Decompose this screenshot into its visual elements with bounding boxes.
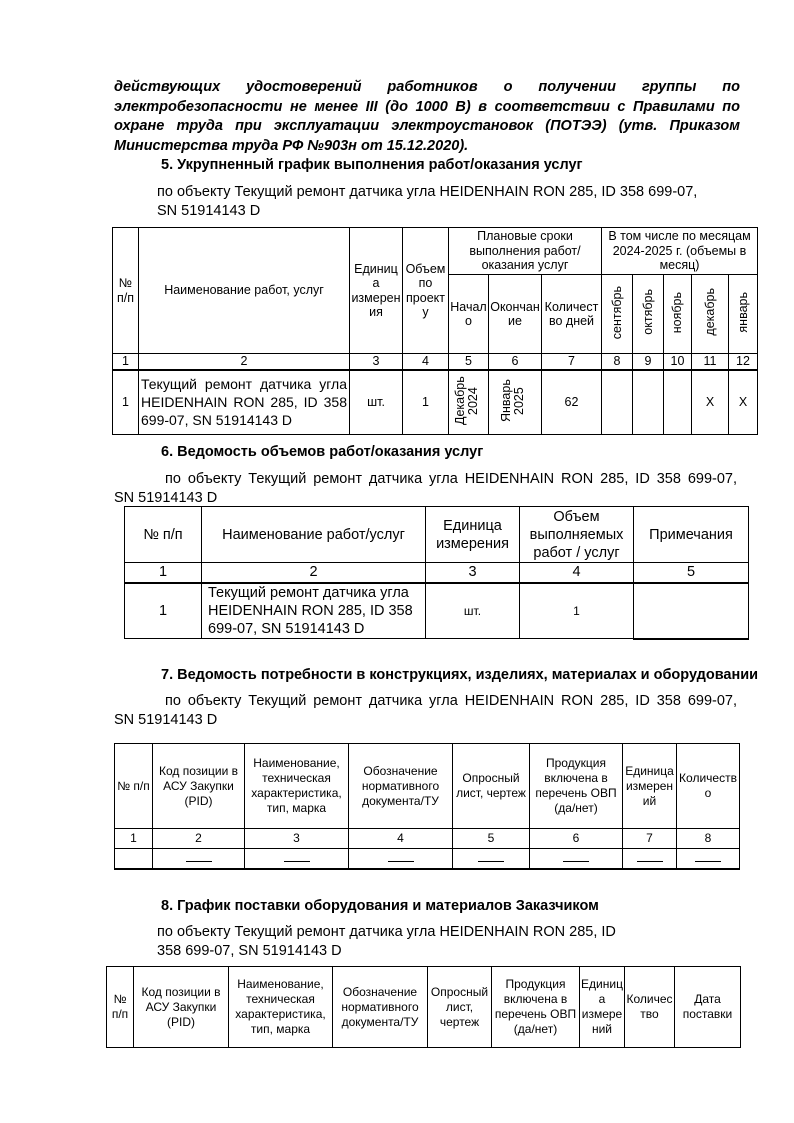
row-start: Декабрь 2024 <box>452 376 480 425</box>
col-number: 1 <box>115 829 153 849</box>
section-7-object-line-2: SN 51914143 D <box>114 712 218 728</box>
header-num: № п/п <box>113 228 139 354</box>
row-name: Текущий ремонт датчика угла HEIDENHAIN RON 285, ID 358 699-07, SN 51914143 D <box>202 583 426 639</box>
header-months-group: В том числе по месяцам 2024-2025 г. (объемы в месяц) <box>602 228 758 275</box>
col-number: 2 <box>139 354 350 370</box>
header-unit: Единица измерений <box>623 744 677 829</box>
col-number: 1 <box>125 563 202 583</box>
header-quantity: Количество <box>677 744 740 829</box>
row-month-4: X <box>692 370 729 435</box>
header-normative-doc: Обозначение нормативного документа/ТУ <box>333 967 428 1048</box>
column-number-row <box>113 354 758 370</box>
dash-mark <box>563 855 589 862</box>
col-number: 1 <box>113 354 139 370</box>
row-volume: 1 <box>403 370 449 435</box>
row-notes <box>634 583 749 639</box>
row-unit: шт. <box>426 583 520 639</box>
header-num: № п/п <box>115 744 153 829</box>
col-number: 4 <box>349 829 453 849</box>
row-month-5: X <box>729 370 758 435</box>
table-row <box>115 849 740 869</box>
col-number: 8 <box>677 829 740 849</box>
header-end: Окончание <box>489 275 542 354</box>
dash-mark <box>186 855 212 862</box>
col-number: 7 <box>623 829 677 849</box>
column-number-row <box>115 829 740 849</box>
col-number: 5 <box>449 354 489 370</box>
header-num: № п/п <box>107 967 134 1048</box>
delivery-schedule-table <box>106 966 741 1048</box>
header-start: Начало <box>449 275 489 354</box>
row-volume: 1 <box>520 583 634 639</box>
section-8-heading: 8. График поставки оборудования и материалов Заказчиком <box>161 898 599 914</box>
section-7-object-line-1: по объекту Текущий ремонт датчика угла HEIDENHAIN RON 285, ID 358 699-07, <box>165 693 737 709</box>
header-name: Наименование, техническая характеристика, тип, марка <box>229 967 333 1048</box>
section-8-object-line-2: 358 699-07, SN 51914143 D <box>157 943 342 959</box>
section-6-object-line-1: по объекту Текущий ремонт датчика угла HEIDENHAIN RON 285, ID 358 699-07, <box>165 471 737 487</box>
header-pid: Код позиции в АСУ Закупки (PID) <box>134 967 229 1048</box>
header-ovp: Продукция включена в перечень ОВП (да/нет) <box>530 744 623 829</box>
row-unit: шт. <box>350 370 403 435</box>
dash-mark <box>478 855 504 862</box>
row-month-1 <box>602 370 633 435</box>
col-number: 8 <box>602 354 633 370</box>
header-month-october: октябрь <box>640 289 655 336</box>
header-planned: Плановые сроки выполнения работ/оказания услуг <box>449 228 602 275</box>
header-month-november: ноябрь <box>670 291 685 333</box>
col-number: 3 <box>350 354 403 370</box>
col-number: 2 <box>202 563 426 583</box>
section-6-object-line-2: SN 51914143 D <box>114 490 218 506</box>
col-number: 7 <box>542 354 602 370</box>
col-number: 9 <box>633 354 664 370</box>
section-8-object-line-1: по объекту Текущий ремонт датчика угла HEIDENHAIN RON 285, ID <box>157 924 616 940</box>
table-row <box>113 370 758 435</box>
header-name: Наименование работ/услуг <box>202 507 426 563</box>
empty-cell <box>115 849 153 869</box>
row-num: 1 <box>113 370 139 435</box>
table-row <box>125 583 749 639</box>
header-unit: Единица измерений <box>580 967 625 1048</box>
col-number: 3 <box>426 563 520 583</box>
section-5-object-line-2: SN 51914143 D <box>157 203 261 219</box>
header-normative-doc: Обозначение нормативного документа/ТУ <box>349 744 453 829</box>
header-month-september: сентябрь <box>609 285 624 339</box>
section-5-object-line-1: по объекту Текущий ремонт датчика угла HEIDENHAIN RON 285, ID 358 699-07, <box>157 184 698 200</box>
row-days: 62 <box>542 370 602 435</box>
col-number: 6 <box>489 354 542 370</box>
col-number: 5 <box>453 829 530 849</box>
row-num: 1 <box>125 583 202 639</box>
header-days: Количество дней <box>542 275 602 354</box>
col-number: 2 <box>153 829 245 849</box>
section-5-heading: 5. Укрупненный график выполнения работ/оказания услуг <box>161 157 583 173</box>
header-pid: Код позиции в АСУ Закупки (PID) <box>153 744 245 829</box>
header-notes: Примечания <box>634 507 749 563</box>
header-unit: Единица измерения <box>426 507 520 563</box>
header-volume: Объем по проекту <box>403 228 449 354</box>
col-number: 5 <box>634 563 749 583</box>
column-number-row <box>125 563 749 583</box>
col-number: 6 <box>530 829 623 849</box>
row-name: Текущий ремонт датчика угла HEIDENHAIN RON 285, ID 358 699-07, SN 51914143 D <box>139 370 350 435</box>
header-volume: Объем выполняемых работ / услуг <box>520 507 634 563</box>
header-name: Наименование, техническая характеристика, тип, марка <box>245 744 349 829</box>
header-quantity: Количество <box>625 967 675 1048</box>
dash-mark <box>695 855 721 862</box>
header-questionnaire: Опросный лист, чертеж <box>428 967 492 1048</box>
section-7-heading: 7. Ведомость потребности в конструкциях, изделиях, материалах и оборудовании <box>161 667 759 683</box>
materials-need-table <box>114 743 740 870</box>
row-month-2 <box>633 370 664 435</box>
intro-paragraph: действующих удостоверений работников о получении группы по электробезопасности не менее III (до 1000 В) в соответствии с Правилами по охране труда при эксплуатации электроустановок (ПОТЭЭ) (утв. Приказом Министерства труда РФ №903н от 15.12.2020). <box>114 79 740 154</box>
col-number: 12 <box>729 354 758 370</box>
col-number: 4 <box>520 563 634 583</box>
header-month-december: декабрь <box>702 288 717 337</box>
dash-mark <box>637 855 663 862</box>
volume-table <box>124 506 749 640</box>
header-num: № п/п <box>125 507 202 563</box>
dash-mark <box>388 855 414 862</box>
col-number: 11 <box>692 354 729 370</box>
header-delivery-date: Дата поставки <box>675 967 741 1048</box>
section-6-heading: 6. Ведомость объемов работ/оказания услуг <box>161 444 484 460</box>
col-number: 4 <box>403 354 449 370</box>
header-month-january: январь <box>735 291 750 333</box>
header-ovp: Продукция включена в перечень ОВП (да/нет) <box>492 967 580 1048</box>
dash-mark <box>284 855 310 862</box>
header-name: Наименование работ, услуг <box>139 228 350 354</box>
col-number: 10 <box>664 354 692 370</box>
schedule-table <box>112 227 758 435</box>
col-number: 3 <box>245 829 349 849</box>
row-end: Январь 2025 <box>499 379 526 422</box>
header-questionnaire: Опросный лист, чертеж <box>453 744 530 829</box>
header-unit: Единица измерения <box>350 228 403 354</box>
row-month-3 <box>664 370 692 435</box>
